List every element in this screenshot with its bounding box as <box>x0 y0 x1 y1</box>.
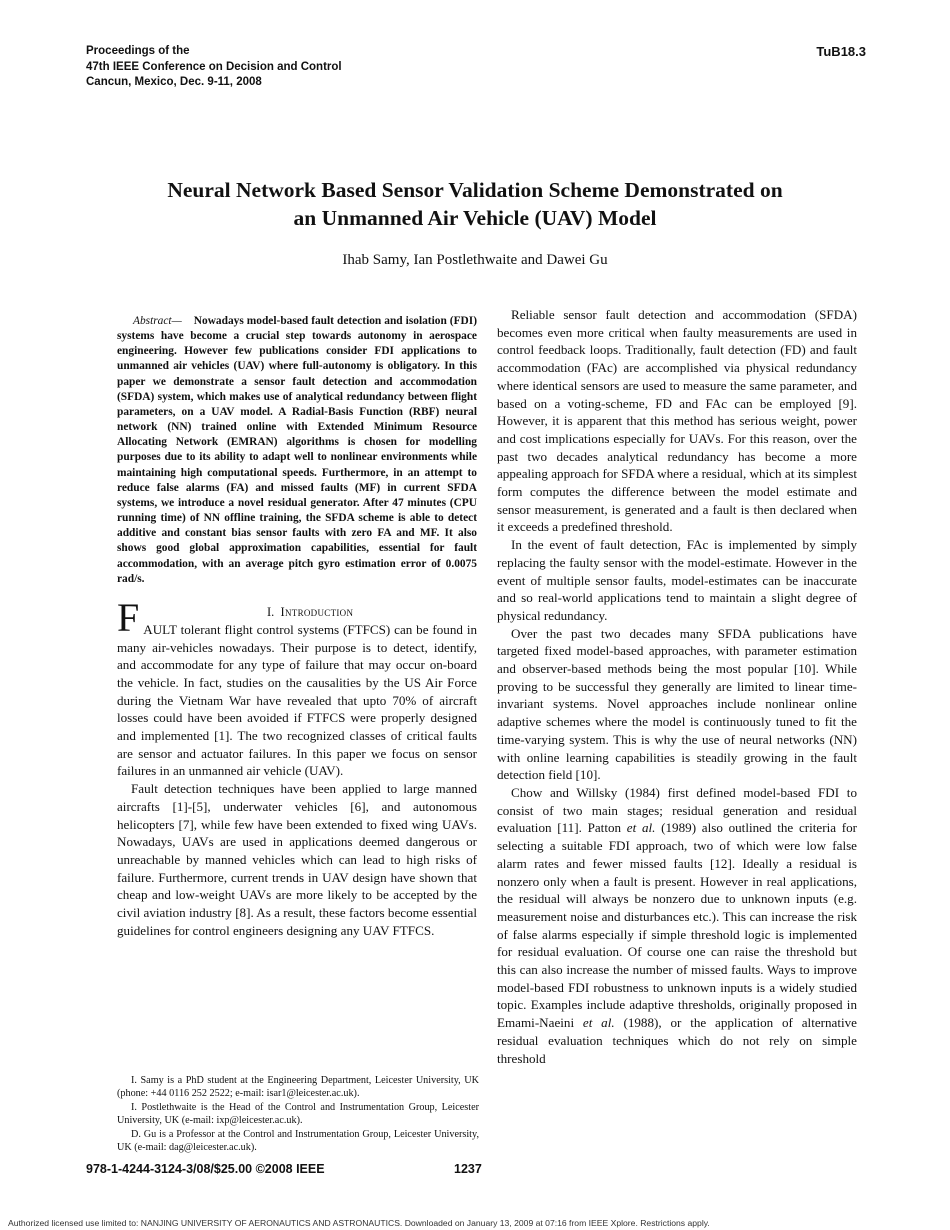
abstract <box>117 314 477 587</box>
body-paragraph: Chow and Willsky (1984) first defined model-based FDI to consist of two main stages; residual generation and residual evaluation [11]. Patton et al. (1989) also outlined the criteria for selecting a suitable FDI approach, two of which were low false alarm rates and fewer missed faults [12]. Ideally a residual is nonzero only when a fault is present. However in real applications, the residual will always be nonzero due to unknown inputs (e.g. measurement noise and disturbances etc.). This can increase the risk of false alarms especially if simple threshold logic is implemented for residual evaluation. Of course one can raise the threshold but this can also increase the number of missed faults. Ways to improve model-based FDI robustness to unknown inputs is a widely studied topic. Examples include adaptive thresholds, originally proposed in Emami-Naeini et al. (1988), or the application of alternative residual evaluation techniques which do not rely on simple threshold <box>497 784 858 1066</box>
footnote: I. Postlethwaite is the Head of the Control and Instrumentation Group, Leicester University, UK (e-mail: ixp@leicester.ac.uk). <box>117 1101 479 1127</box>
section-number: I. <box>266 604 275 619</box>
body-paragraph: In the event of fault detection, FAc is implemented by simply replacing the faulty sensor with the model-estimate. However in the event of multiple sensor faults, model-estimates can be inaccurate and so real-world applications tend to maintain a slight degree of physical redundancy. <box>497 537 857 623</box>
intro-paragraph: Fault detection techniques have been applied to large manned aircrafts [1]-[5], underwater vehicles [6], and autonomous helicopters [7], while few have been extended to fixed wing UAVs. Nowadays, UAVs are used in applications deemed dangerous or unreachable by manned vehicles which can lead to high risks of failure. Furthermore, current trends in UAV design have shown that cheap and low-weight UAVs are more likely to be accepted by the civil aviation industry [8]. As a result, these factors become essential guidelines for control engineers designing any UAV FTFCS. <box>117 781 477 938</box>
page-number: 1237 <box>454 1162 482 1176</box>
drop-cap: F <box>117 594 140 640</box>
header-line: Proceedings of the <box>86 45 190 57</box>
session-code: TuB18.3 <box>816 44 866 59</box>
introduction-section <box>117 594 477 940</box>
title-line: Neural Network Based Sensor Validation Scheme Demonstrated on <box>167 178 783 202</box>
body-paragraph: Over the past two decades many SFDA publications have targeted fixed model-based approaches, with parameter estimation and observer-based methods being the most popular [10]. While proving to be successful they generally are limited to linear time-invariant systems. Novel approaches include nonlinear online adaptive schemes where the model is continuously tuned to fit the time-varying system. This is why the use of neural networks (NN) with online learning capabilities is steadily growing in the fault detection field [10]. <box>497 625 857 783</box>
isbn-line: 978-1-4244-3124-3/08/$25.00 ©2008 IEEE <box>86 1162 325 1176</box>
section-heading <box>117 603 477 621</box>
footnote: D. Gu is a Professor at the Control and Instrumentation Group, Leicester University, UK (e-mail: dag@leicester.ac.uk). <box>117 1128 479 1154</box>
proceedings-header <box>86 44 342 91</box>
section-title: Introduction <box>280 604 354 619</box>
author-footnotes <box>117 1074 479 1154</box>
abstract-text: Nowadays model-based fault detection and isolation (FDI) systems have become a crucial step towards autonomy in aerospace engineering. However few publications consider FDI applications to unmanned air vehicles (UAV) where full-autonomy is obligatory. In this paper we demonstrate a sensor fault detection and accommodation (SFDA) system, which makes use of analytical redundancy between flight parameters, on a UAV model. A Radial-Basis Function (RBF) neural network (NN) trained online with Extended Minimum Resource Allocating Network (EMRAN) algorithms is chosen for modelling purposes due to its ability to adapt well to nonlinear environments while maintaining high computational speeds. Furthermore, in an attempt to reduce false alarms (FA) and missed faults (MF) in current SFDA systems, we introduce a novel residual generator. After 47 minutes (CPU running time) of NN offline training, the SFDA scheme is able to detect additive and constant bias sensor faults with zero FA and MF. It also shows good global approximation capabilities, essential for fault accommodation, with an average pitch gyro estimation error of 0.0075 rad/s. <box>117 315 478 585</box>
intro-paragraph: AULT tolerant flight control systems (FTFCS) can be found in many air-vehicles nowadays. Their purpose is to detect, identify, and accommodate for any type of failure that may occur on-board the vehicle. In fact, studies on the causalities by the US Air Force during the Vietnam War have revealed that upto 70% of aircraft losses could have been avoided if FTFCS were properly designed and implemented [1]. The two recognized classes of critical faults are sensor and actuator failures. In this paper we focus on sensor failures in an unmanned air vehicle (UAV). <box>117 621 477 779</box>
footnote: I. Samy is a PhD student at the Engineering Department, Leicester University, UK (phone: +44 0116 252 2522; e-mail: isar1@leicester.ac.uk). <box>117 1075 479 1100</box>
author-list: Ihab Samy, Ian Postlethwaite and Dawei Gu <box>342 252 608 268</box>
paper-title <box>80 176 870 232</box>
license-notice: Authorized licensed use limited to: NANJING UNIVERSITY OF AERONAUTICS AND ASTRONAUTICS. Downloaded on January 13, 2009 at 07:16 from IEEE Xplore. Restrictions apply. <box>8 1218 710 1228</box>
left-column <box>117 306 477 939</box>
right-column <box>497 306 857 1067</box>
abstract-label: Abstract— <box>133 315 182 327</box>
header-line: Cancun, Mexico, Dec. 9-11, 2008 <box>86 76 262 88</box>
title-line: an Unmanned Air Vehicle (UAV) Model <box>293 206 657 230</box>
body-paragraph: Reliable sensor fault detection and accommodation (SFDA) becomes even more critical when faulty measurements are used in control feedback loops. Traditionally, fault detection (FD) and fault accommodation (FAc) are accomplished via physical redundancy where identical sensors are used to measure the same parameter, and based on a voting-scheme, FD and FAc can be employed [9]. However, it is apparent that this method has serious weight, power and cost implications especially for UAVs. For this reason, over the past two decades analytical redundancy has become a more appealing approach for SFDA where a residual, which at its simplest form computes the difference between the model estimate and sensor measurement, is generated and a fault is then declared when it exceeds a predefined threshold. <box>497 307 857 535</box>
header-line: 47th IEEE Conference on Decision and Control <box>86 60 342 73</box>
